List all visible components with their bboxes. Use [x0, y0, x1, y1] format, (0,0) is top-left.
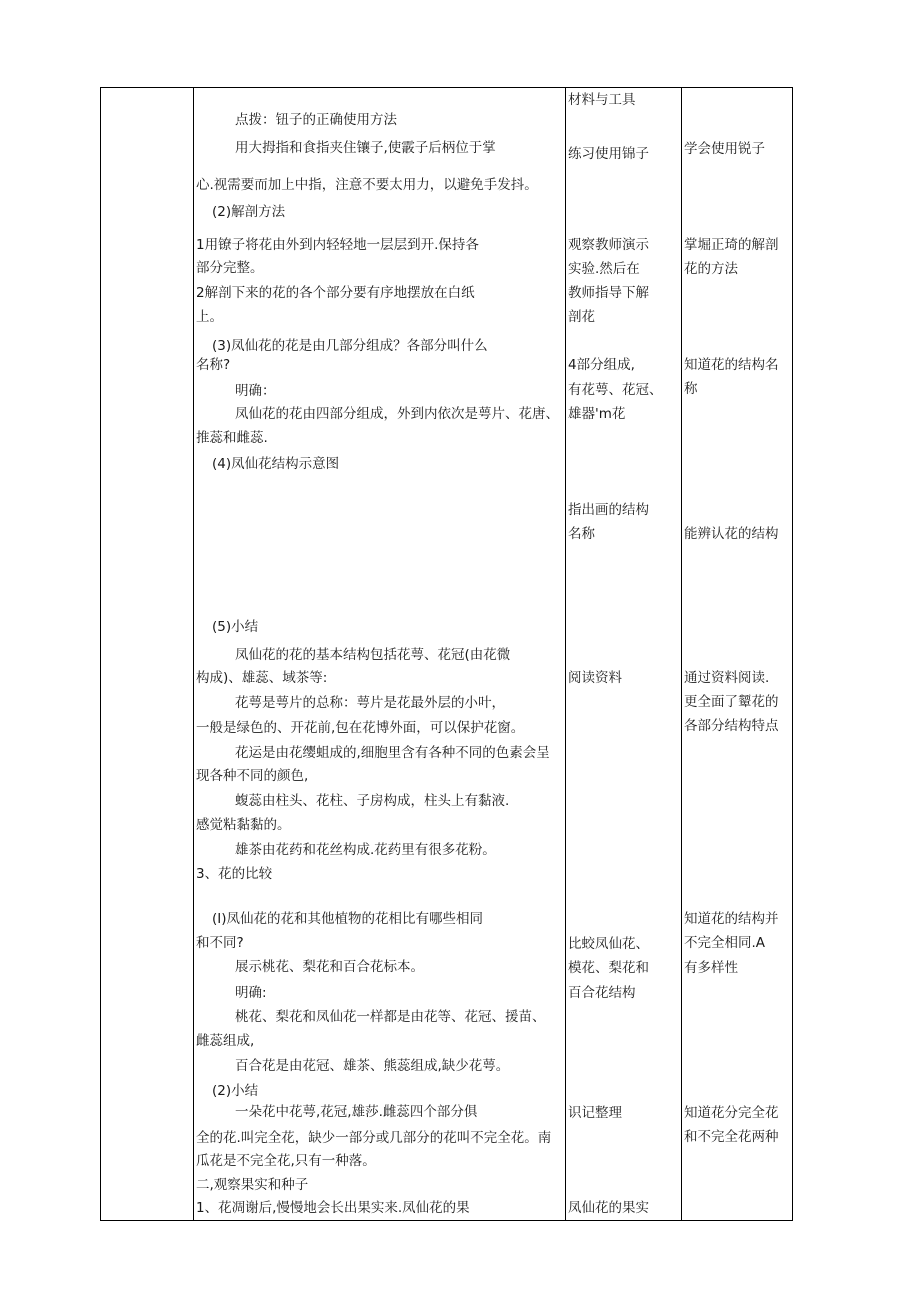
- lesson-text-line: 凤仙花的花由四部分组成，外到内依次是萼片、花唐、: [235, 406, 559, 422]
- lesson-text-line: 一朵花中花萼,花冠,雄莎.雌蕊四个部分俱: [235, 1104, 478, 1120]
- section-heading: (I)凤仙花的花和其他植物的花相比有哪些相同: [212, 911, 484, 927]
- section-heading: (2)解剖方法: [212, 204, 286, 220]
- table-left-border: [100, 87, 101, 1220]
- goal-text-line: 学会使用锐子: [684, 141, 765, 157]
- lesson-text-line: 构成)、雄蕊、域茶等:: [196, 670, 328, 686]
- section-heading: 3、花的比较: [196, 866, 273, 882]
- lesson-text-line: 桃花、梨花和凤仙花一样都是由花等、花冠、援苗、: [235, 1009, 546, 1025]
- lesson-text-line: 花萼是萼片的总称：萼片是花最外层的小叶，: [235, 695, 505, 711]
- activity-text-line: 剖花: [568, 309, 595, 325]
- goal-text-line: 知道花分完全花: [684, 1105, 779, 1121]
- lesson-text-line: 用大拇指和食指夹住镶子,使霰子后柄位于掌: [235, 140, 496, 156]
- lesson-text-line: 瓜花是不完全花,只有一种落。: [196, 1153, 376, 1169]
- lesson-text-line: 1用镣子将花由外到内轻轻地一层层到开.保持各: [196, 237, 479, 253]
- lesson-text-line: 花运是由花缨蛆成的,细胞里含有各种不同的色素会呈: [235, 745, 550, 761]
- activity-text-line: 指出画的结构: [568, 502, 649, 518]
- activity-text-line: 凤仙花的果实: [568, 1200, 649, 1216]
- lesson-text-line: 展示桃花、梨花和百合花标本。: [235, 959, 424, 975]
- goal-text-line: 不完全相同.A: [684, 935, 766, 951]
- column-divider-3: [681, 87, 682, 1220]
- column-divider-2: [565, 87, 566, 1220]
- activity-text-line: 模花、梨花和: [568, 960, 649, 976]
- goal-text-line: 和不完全花两种: [684, 1129, 779, 1145]
- goal-text-line: 通过资料阅读.: [684, 670, 770, 686]
- goal-text-line: 掌堀正琦的解剖: [684, 237, 779, 253]
- goal-text-line: 花的方法: [684, 261, 738, 277]
- activity-text-line: 练习使用锦子: [568, 146, 649, 162]
- lesson-text-line: 蝮蕊由柱头、花柱、子房构成，柱头上有黏液.: [235, 793, 510, 809]
- table-right-border: [792, 87, 793, 1220]
- section-heading: (5)小结: [212, 619, 259, 635]
- lesson-text-line: 名称?: [196, 357, 231, 373]
- goal-text-line: 更全面了颦花的: [684, 694, 779, 710]
- section-heading: 二,观察果实和种子: [196, 1177, 309, 1193]
- table-top-border: [100, 87, 793, 88]
- activity-text-line: 材料与工具: [568, 92, 636, 108]
- goal-text-line: 知道花的结构并: [684, 911, 779, 927]
- lesson-text-line: 全的花.叫完全花，缺少一部分或几部分的花叫不完全花。南: [196, 1130, 552, 1146]
- lesson-text-line: 现各种不同的颜色,: [196, 768, 309, 784]
- lesson-text-line: 感觉粘黏黏的。: [196, 817, 291, 833]
- lesson-text-line: 明确：: [235, 383, 276, 399]
- activity-text-line: 教师指导下解: [568, 285, 649, 301]
- activity-text-line: 4部分组成,: [568, 357, 635, 373]
- goal-text-line: 各部分结构特点: [684, 718, 779, 734]
- lesson-text-line: 一般是绿色的、开花前,包在花博外面，可以保护花窗。: [196, 720, 525, 736]
- column-divider-1: [193, 87, 194, 1220]
- activity-text-line: 百合花结构: [568, 985, 636, 1001]
- section-heading: (3)凤仙花的花是由几部分组成？各部分叫什么: [212, 338, 488, 354]
- activity-text-line: 名称: [568, 526, 595, 542]
- goal-text-line: 称: [684, 381, 698, 397]
- section-heading: (4)凤仙花结构示意图: [212, 456, 340, 472]
- lesson-text-line: 百合花是由花冠、雄茶、熊蕊组成,缺少花萼。: [235, 1058, 510, 1074]
- lesson-text-line: 上。: [196, 309, 223, 325]
- lesson-text-line: 部分完整。: [196, 260, 264, 276]
- lesson-text-line: 点拨：钮子的正确使用方法: [235, 112, 397, 128]
- lesson-text-line: 心.视需要而加上中指，注意不要太用力，以避免手发抖。: [196, 177, 538, 193]
- goal-text-line: 能辨认花的结构: [684, 526, 779, 542]
- activity-text-line: 比蛟凤仙花、: [568, 936, 649, 952]
- lesson-text-line: 2解剖下来的花的各个部分要有序地摆放在白纸: [196, 285, 475, 301]
- lesson-text-line: 明确:: [235, 985, 267, 1001]
- activity-text-line: 阅读资料: [568, 670, 622, 686]
- lesson-text-line: 凤仙花的花的基本结构包括花萼、花冠(由花微: [235, 647, 511, 663]
- activity-text-line: 实验.然后在: [568, 261, 640, 277]
- lesson-text-line: 雄茶由花药和花丝构成.花药里有很多花粉。: [235, 842, 496, 858]
- lesson-text-line: 推蕊和雌蕊.: [196, 430, 268, 446]
- goal-text-line: 有多样性: [684, 960, 738, 976]
- activity-text-line: 观察教师演示: [568, 237, 649, 253]
- section-heading: (2)小结: [212, 1083, 259, 1099]
- lesson-text-line: 和不同?: [196, 935, 244, 951]
- lesson-text-line: 1、花凋谢后,慢慢地会长出果实来.凤仙花的果: [196, 1200, 470, 1216]
- goal-text-line: 知道花的结构名: [684, 357, 779, 373]
- activity-text-line: 有花萼、花冠、: [568, 382, 663, 398]
- table-bottom-border: [100, 1220, 793, 1221]
- activity-text-line: 识记整理: [568, 1105, 622, 1121]
- activity-text-line: 雄器'm花: [568, 406, 626, 422]
- lesson-text-line: 雌蕊组成,: [196, 1033, 255, 1049]
